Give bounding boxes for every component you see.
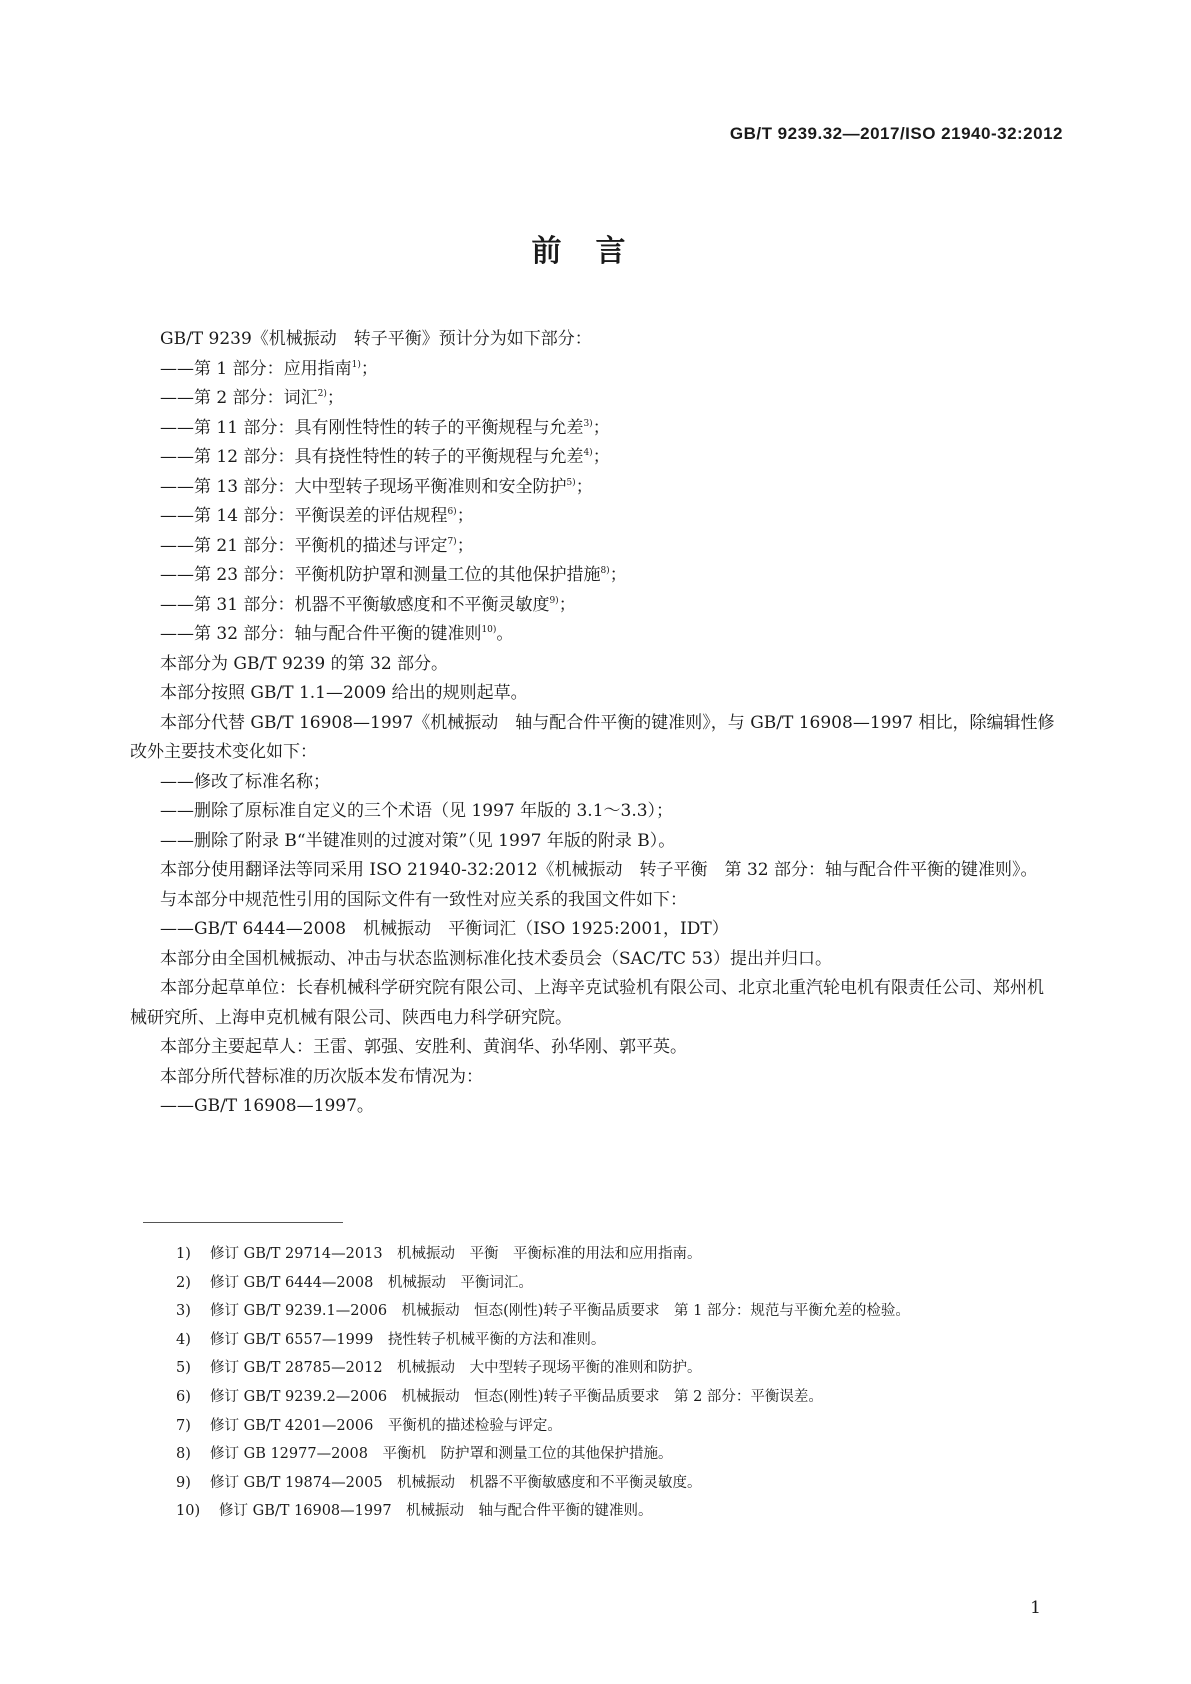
punctuation: ； [456, 506, 474, 526]
punctuation: ； [326, 388, 344, 408]
footnote-divider [143, 1222, 343, 1223]
footnote-ref: 3) [583, 418, 593, 429]
list-item [160, 915, 1060, 945]
footnote-ref: 4) [583, 448, 593, 458]
list-item [160, 797, 1060, 827]
footnotes [176, 1240, 1056, 1526]
footnote-item [176, 1269, 1056, 1298]
paragraph-text: ——第 23 部分：平衡机防护罩和测量工位的其他保护措施 [160, 565, 601, 585]
footnote-text: 修订 GB 12977—2008 平衡机 防护罩和测量工位的其他保护措施。 [210, 1446, 673, 1463]
footnote-text: 修订 GB/T 4201—2006 平衡机的描述检验与评定。 [210, 1417, 562, 1434]
paragraph-text: ——第 21 部分：平衡机的描述与评定 [160, 535, 448, 556]
paragraph-text: ——删除了原标准自定义的三个术语（见 1997 年版的 3.1～3.3）； [160, 801, 674, 821]
footnote-number: 8) [176, 1446, 191, 1463]
punctuation: ； [592, 417, 610, 438]
footnote-ref: 9) [549, 595, 559, 606]
paragraph-text: 本部分代替 GB/T 16908—1997《机械振动 轴与配合件平衡的键准则》，与 GB/T 16908—1997 相比，除编辑性修改外主要技术变化如下： [130, 712, 1055, 762]
page-title: 前言 [531, 234, 660, 269]
list-item [160, 443, 1060, 473]
list-item [160, 384, 1060, 414]
footnote-ref: 5) [566, 477, 576, 488]
paragraph-text: 本部分由全国机械振动、冲击与状态监测标准化技术委员会（SAC/TC 53）提出并归口。 [160, 948, 833, 969]
paragraph-text: GB/T 9239《机械振动 转子平衡》预计分为如下部分： [160, 329, 592, 349]
footnote-text: 修订 GB/T 28785—2012 机械振动 大中型转子现场平衡的准则和防护。 [210, 1360, 702, 1377]
punctuation: ； [558, 594, 576, 615]
paragraph-text: ——第 14 部分：平衡误差的评估规程 [160, 506, 448, 526]
list-item [160, 827, 1060, 857]
footnote-number: 10) [176, 1503, 201, 1520]
footnote-text: 修订 GB/T 16908—1997 机械振动 轴与配合件平衡的键准则。 [219, 1503, 653, 1520]
paragraph [160, 325, 1060, 355]
footnote-number: 3) [176, 1303, 191, 1320]
footnote-item [176, 1326, 1056, 1355]
footnote-ref: 2) [317, 389, 327, 399]
footnote-number: 1) [176, 1246, 191, 1262]
paragraph-text: ——GB/T 16908—1997。 [160, 1096, 374, 1116]
footnote-ref: 1) [351, 359, 361, 370]
footnote-text: 修订 GB/T 6557—1999 挠性转子机械平衡的方法和准则。 [210, 1331, 606, 1348]
page-number: 1 [1030, 1598, 1041, 1618]
list-item [160, 355, 1060, 385]
footnote-ref: 7) [447, 536, 457, 547]
footnote-item [176, 1383, 1056, 1412]
footnote-text: 修订 GB/T 9239.1—2006 机械振动 恒态(刚性)转子平衡品质要求 第 1 部分：规范与平衡允差的检验。 [210, 1303, 910, 1320]
paragraph-text: ——第 13 部分：大中型转子现场平衡准则和安全防护 [160, 476, 567, 497]
document-code-header: GB/T 9239.32—2017/ISO 21940-32:2012 [729, 124, 1063, 143]
footnote-number: 5) [176, 1360, 191, 1377]
paragraph-text: 本部分按照 GB/T 1.1—2009 给出的规则起草。 [160, 683, 528, 703]
footnote-item [176, 1240, 1056, 1269]
list-item [160, 414, 1060, 444]
paragraph [160, 650, 1060, 680]
paragraph [130, 974, 1060, 1033]
paragraph-text: 本部分所代替标准的历次版本发布情况为： [160, 1066, 483, 1087]
paragraph-text: ——第 11 部分：具有刚性特性的转子的平衡规程与允差 [160, 417, 584, 438]
footnote-text: 修订 GB/T 6444—2008 机械振动 平衡词汇。 [210, 1274, 533, 1291]
punctuation: ； [575, 476, 593, 497]
paragraph [160, 945, 1060, 975]
footnote-item [176, 1497, 1056, 1526]
footnote-item [176, 1469, 1056, 1498]
paragraph-text: 本部分使用翻译法等同采用 ISO 21940-32:2012《机械振动 转子平衡 第 32 部分：轴与配合件平衡的键准则》。 [160, 860, 1038, 880]
paragraph [160, 1033, 1060, 1063]
paragraph-text: ——修改了标准名称； [160, 771, 330, 792]
footnote-text: 修订 GB/T 29714—2013 机械振动 平衡 平衡标准的用法和应用指南。 [210, 1246, 702, 1262]
footnote-number: 7) [176, 1417, 191, 1434]
foreword-body [130, 325, 1060, 1122]
paragraph-text: ——第 31 部分：机器不平衡敏感度和不平衡灵敏度 [160, 594, 550, 615]
paragraph-text: ——第 1 部分：应用指南 [160, 358, 352, 379]
footnote-ref: 8) [600, 566, 610, 576]
paragraph-text: 本部分为 GB/T 9239 的第 32 部分。 [160, 653, 449, 674]
footnote-item [176, 1412, 1056, 1441]
paragraph [130, 709, 1060, 768]
paragraph-text: ——删除了附录 B“半键准则的过渡对策”（见 1997 年版的附录 B）。 [160, 830, 676, 851]
paragraph [160, 679, 1060, 709]
footnote-item [176, 1354, 1056, 1383]
footnote-item [176, 1297, 1056, 1326]
paragraph-text: 本部分起草单位：长春机械科学研究院有限公司、上海辛克试验机有限公司、北京北重汽轮电机有限责任公司、郑州机械研究所、上海申克机械有限公司、陕西电力科学研究院。 [130, 978, 1044, 1028]
footnote-ref: 10) [481, 625, 497, 635]
paragraph-text: ——GB/T 6444—2008 机械振动 平衡词汇（ISO 1925:2001，IDT） [160, 919, 729, 939]
punctuation: 。 [496, 624, 514, 644]
list-item [160, 532, 1060, 562]
paragraph-text: 本部分主要起草人：王雷、郭强、安胜利、黄润华、孙华刚、郭平英。 [160, 1037, 687, 1057]
paragraph [160, 886, 1060, 916]
list-item [160, 502, 1060, 532]
footnote-text: 修订 GB/T 9239.2—2006 机械振动 恒态(刚性)转子平衡品质要求 第 2 部分：平衡误差。 [210, 1388, 823, 1405]
punctuation: ； [456, 535, 474, 556]
footnote-number: 2) [176, 1274, 191, 1291]
paragraph-text: ——第 32 部分：轴与配合件平衡的键准则 [160, 624, 482, 644]
list-item [160, 1092, 1060, 1122]
list-item [160, 591, 1060, 621]
footnote-number: 6) [176, 1388, 191, 1405]
footnote-ref: 6) [447, 507, 457, 517]
list-item [160, 473, 1060, 503]
punctuation: ； [592, 447, 610, 467]
footnote-item [176, 1440, 1056, 1469]
paragraph [160, 1063, 1060, 1093]
punctuation: ； [360, 358, 378, 379]
list-item [160, 768, 1060, 798]
footnote-number: 4) [176, 1331, 191, 1348]
list-item [160, 561, 1060, 591]
paragraph-text: ——第 12 部分：具有挠性特性的转子的平衡规程与允差 [160, 447, 584, 467]
footnote-text: 修订 GB/T 19874—2005 机械振动 机器不平衡敏感度和不平衡灵敏度。 [210, 1474, 702, 1491]
footnote-number: 9) [176, 1474, 191, 1491]
list-item [160, 620, 1060, 650]
paragraph-text: 与本部分中规范性引用的国际文件有一致性对应关系的我国文件如下： [160, 889, 687, 910]
punctuation: ； [609, 565, 627, 585]
paragraph-text: ——第 2 部分：词汇 [160, 388, 318, 408]
paragraph [130, 856, 1060, 886]
